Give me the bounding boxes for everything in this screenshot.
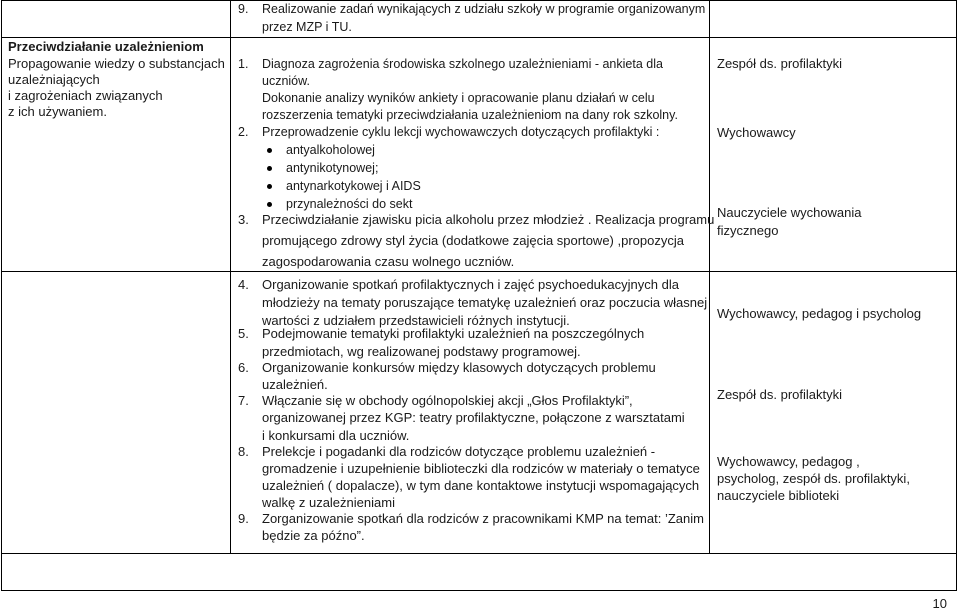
item-3-line3: zagospodarowania czasu wolnego uczniów. [262, 254, 515, 269]
item-5-line2: przedmiotach, wg realizowanej podstawy programowej. [262, 344, 581, 359]
item-9-top-line1: Realizowanie zadań wynikających z udziału szkoły w programie organizowanym [262, 2, 706, 16]
item-5-num: 5. [238, 326, 249, 341]
item-8-line4: walkę z uzależnieniami [262, 495, 395, 510]
item-8-num: 8. [238, 444, 249, 459]
goal-line-1: Propagowanie wiedzy o substancjach [8, 56, 225, 71]
item-2-num: 2. [238, 125, 249, 139]
item-6-line2: uzależnień. [262, 377, 328, 392]
row-border-3 [1, 553, 957, 554]
resp-5: Wychowawcy, pedagog i psycholog [717, 306, 922, 321]
bullet-icon [267, 166, 272, 171]
bullet-item-3: antynarkotykowej i AIDS [286, 179, 421, 193]
item-3-line1: Przeciwdziałanie zjawisku picia alkoholu przez młodzież . Realizacja programu [262, 212, 715, 227]
bullet-icon [267, 184, 272, 189]
item-9-line1: Zorganizowanie spotkań dla rodziców z pracownikami KMP na temat: ’Zanim [262, 511, 704, 526]
resp-9: nauczyciele biblioteki [717, 488, 840, 503]
item-4-line3: wartości z udziałem przedstawicieli różnych instytucji. [262, 313, 570, 328]
goal-line-3: i zagrożeniach związanych [8, 88, 163, 103]
item-1-num: 1. [238, 57, 249, 71]
item-7-line2: organizowanej przez KGP: teatry profilaktyczne, połączone z warsztatami [262, 410, 685, 425]
item-6-num: 6. [238, 360, 249, 375]
item-4-line1: Organizowanie spotkań profilaktycznych i zajęć psychoedukacyjnych dla [262, 277, 679, 292]
page-number: 10 [932, 596, 947, 611]
bullet-item-1: antyalkoholowej [286, 143, 375, 157]
item-2-line: Przeprowadzenie cyklu lekcji wychowawczych dotyczących profilaktyki : [262, 125, 660, 139]
col-border-2 [709, 0, 710, 554]
item-7-line3: i konkursami dla uczniów. [262, 428, 410, 443]
item-6-line1: Organizowanie konkursów między klasowych dotyczących problemu [262, 360, 656, 375]
item-1-line1: Diagnoza zagrożenia środowiska szkolnego uzależnieniami - ankieta dla [262, 57, 663, 71]
resp-2: Wychowawcy [717, 125, 796, 140]
row-border-2 [1, 271, 957, 272]
resp-1: Zespół ds. profilaktyki [717, 56, 842, 71]
row-border-bottom [1, 590, 957, 591]
item-1-line3: Dokonanie analizy wyników ankiety i opracowanie planu działań w celu [262, 91, 655, 105]
col-border-right [956, 0, 957, 591]
resp-6: Zespół ds. profilaktyki [717, 387, 842, 402]
resp-7: Wychowawcy, pedagog , [717, 454, 860, 469]
item-4-line2: młodzieży na tematy poruszające tematykę uzależnień oraz poczucia własnej [262, 295, 708, 310]
item-1-line2: uczniów. [262, 74, 310, 88]
bullet-item-4: przynależności do sekt [286, 197, 413, 211]
item-8-line2: gromadzenie i uzupełnienie biblioteczki dla rodziców w materiały o tematyce [262, 461, 700, 476]
item-9-num: 9. [238, 511, 249, 526]
goal-line-2: uzależniających [8, 72, 100, 87]
item-3-line2: promującego zdrowy styl życia (dodatkowe zajęcia sportowe) ,propozycja [262, 233, 684, 248]
goal-line-4: z ich używaniem. [8, 104, 107, 119]
item-8-line3: uzależnień ( dopalacze), w tym dane kontaktowe instytucji wspomagających [262, 478, 700, 493]
item-7-num: 7. [238, 393, 249, 408]
item-9-top-line2: przez MZP i TU. [262, 20, 352, 34]
bullet-item-2: antynikotynowej; [286, 161, 379, 175]
bullet-icon [267, 148, 272, 153]
item-7-line1: Włączanie się w obchody ogólnopolskiej akcji „Głos Profilaktyki”, [262, 393, 633, 408]
item-9-line2: będzie za późno”. [262, 528, 365, 543]
item-4-num: 4. [238, 277, 249, 292]
item-8-line1: Prelekcje i pogadanki dla rodziców dotyczące problemu uzależnień - [262, 444, 656, 459]
bullet-icon [267, 202, 272, 207]
col-border-left [1, 0, 2, 591]
resp-3: Nauczyciele wychowania [717, 205, 862, 220]
area-title: Przeciwdziałanie uzależnieniom [8, 39, 204, 54]
col-border-1 [230, 0, 231, 554]
resp-4: fizycznego [717, 223, 779, 238]
item-5-line1: Podejmowanie tematyki profilaktyki uzależnień na poszczególnych [262, 326, 645, 341]
item-3-num: 3. [238, 212, 249, 227]
resp-8: psycholog, zespół ds. profilaktyki, [717, 471, 910, 486]
item-1-line4: rozszerzenia tematyki przeciwdziałania uzależnieniom na dany rok szkolny. [262, 108, 678, 122]
item-9-top-num: 9. [238, 2, 249, 16]
